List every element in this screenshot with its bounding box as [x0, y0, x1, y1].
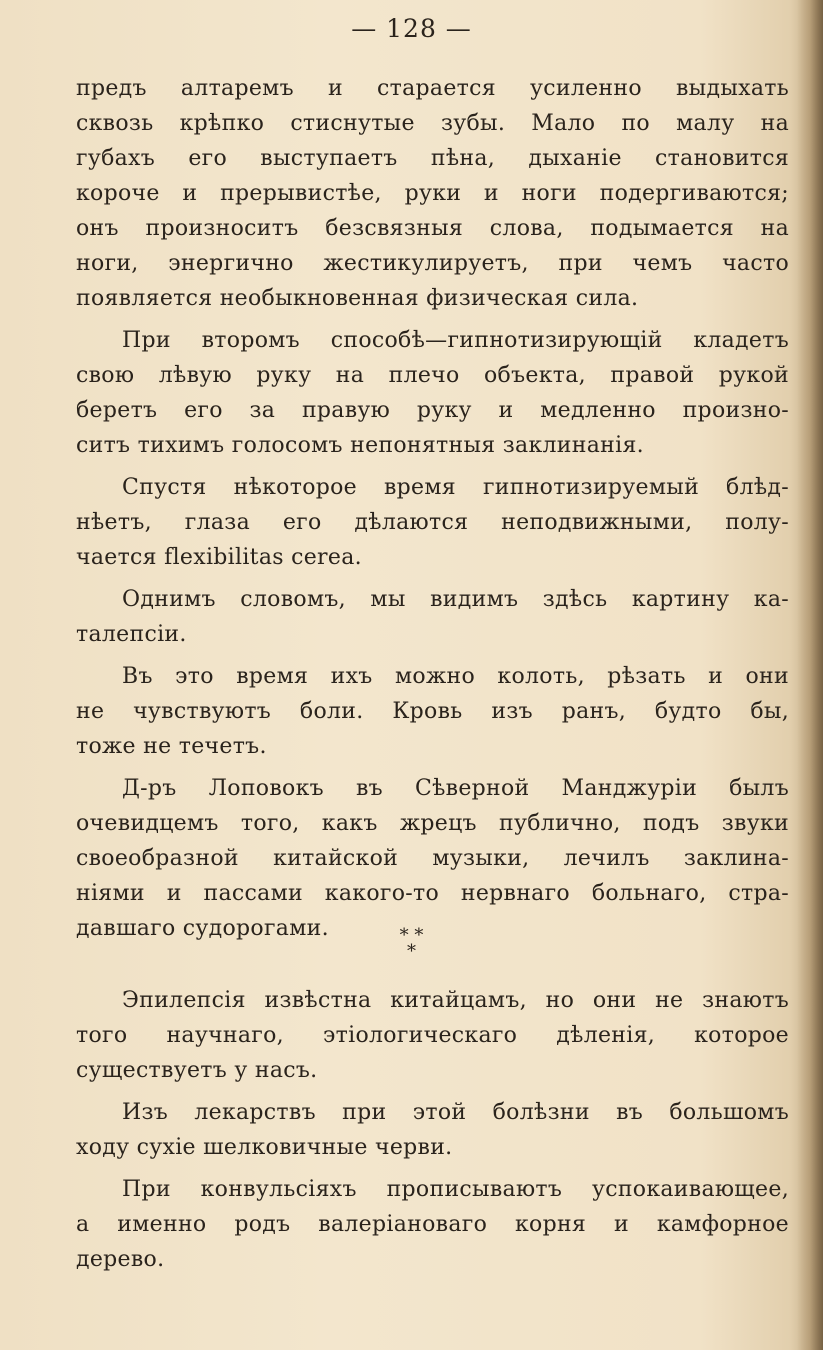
page-number: — 128 — [351, 14, 472, 43]
text-line: а именно родъ валеріановаго корня и камфорное [76, 1212, 789, 1237]
text-line: губахъ его выступаетъ пѣна, дыханіе становится [76, 146, 789, 171]
text-block-upper [76, 71, 789, 946]
text-line: короче и прерывистѣе, руки и ноги подергиваются; [76, 181, 789, 206]
separator-stars-top: * * [399, 925, 424, 946]
paragraph [76, 71, 789, 316]
text-line: онъ произноситъ безсвязныя слова, подымается на [76, 216, 789, 241]
text-line: того научнаго, этіологическаго дѣленія, которое [76, 1023, 789, 1048]
text-line: При конвульсіяхъ прописываютъ успокаивающее, [122, 1177, 789, 1202]
text-line: тоже не течетъ. [76, 734, 267, 759]
text-line: Изъ лекарствъ при этой болѣзни въ большомъ [122, 1100, 789, 1125]
text-line: беретъ его за правую руку и медленно произно- [76, 398, 789, 423]
text-line: нѣетъ, глаза его дѣлаются неподвижными, полу- [76, 510, 789, 535]
text-line: дерево. [76, 1247, 165, 1272]
page-edge-shadow [797, 0, 823, 1350]
text-line: своеобразной китайской музыки, лечилъ заклина- [76, 846, 789, 871]
text-line: ситъ тихимъ голосомъ непонятныя заклинанія. [76, 433, 644, 458]
paragraph [76, 1172, 789, 1277]
paragraph [76, 983, 789, 1088]
text-line: ноги, энергично жестикулируетъ, при чемъ часто [76, 251, 789, 276]
text-line: существуетъ у насъ. [76, 1058, 318, 1083]
text-line: талепсіи. [76, 622, 187, 647]
text-line: не чувствуютъ боли. Кровь изъ ранъ, будто бы, [76, 699, 789, 724]
paragraph [76, 771, 789, 946]
text-line: чается flexibilitas cerea. [76, 545, 362, 570]
text-line: Эпилепсія извѣстна китайцамъ, но они не знаютъ [122, 988, 789, 1013]
text-line: появляется необыкновенная физическая сила. [76, 286, 639, 311]
paragraph [76, 582, 789, 652]
paragraph [76, 470, 789, 575]
text-block-lower [76, 983, 789, 1277]
text-line: Въ это время ихъ можно колоть, рѣзать и они [122, 664, 789, 689]
text-line: При второмъ способѣ—гипнотизирующій кладетъ [122, 328, 789, 353]
text-line: ніями и пассами какого-то нервнаго больнаго, стра- [76, 881, 789, 906]
text-line: давшаго судорогами. [76, 916, 329, 941]
text-line: ходу сухіе шелковичные черви. [76, 1135, 453, 1160]
text-line: предъ алтаремъ и старается усиленно выдыхать [76, 76, 789, 101]
paragraph [76, 659, 789, 764]
paragraph [76, 323, 789, 463]
text-line: Спустя нѣкоторое время гипнотизируемый блѣд- [122, 475, 789, 500]
text-line: очевидцемъ того, какъ жрецъ публично, подъ звуки [76, 811, 789, 836]
text-line: сквозь крѣпко стиснутые зубы. Мало по малу на [76, 111, 789, 136]
separator-stars-bottom: * [407, 941, 416, 962]
text-line: Однимъ словомъ, мы видимъ здѣсь картину ка- [122, 587, 789, 612]
text-line: Д-ръ Лоповокъ въ Сѣверной Манджуріи былъ [122, 776, 789, 801]
text-line: свою лѣвую руку на плечо объекта, правой рукой [76, 363, 789, 388]
section-separator [0, 925, 823, 968]
paragraph [76, 1095, 789, 1165]
